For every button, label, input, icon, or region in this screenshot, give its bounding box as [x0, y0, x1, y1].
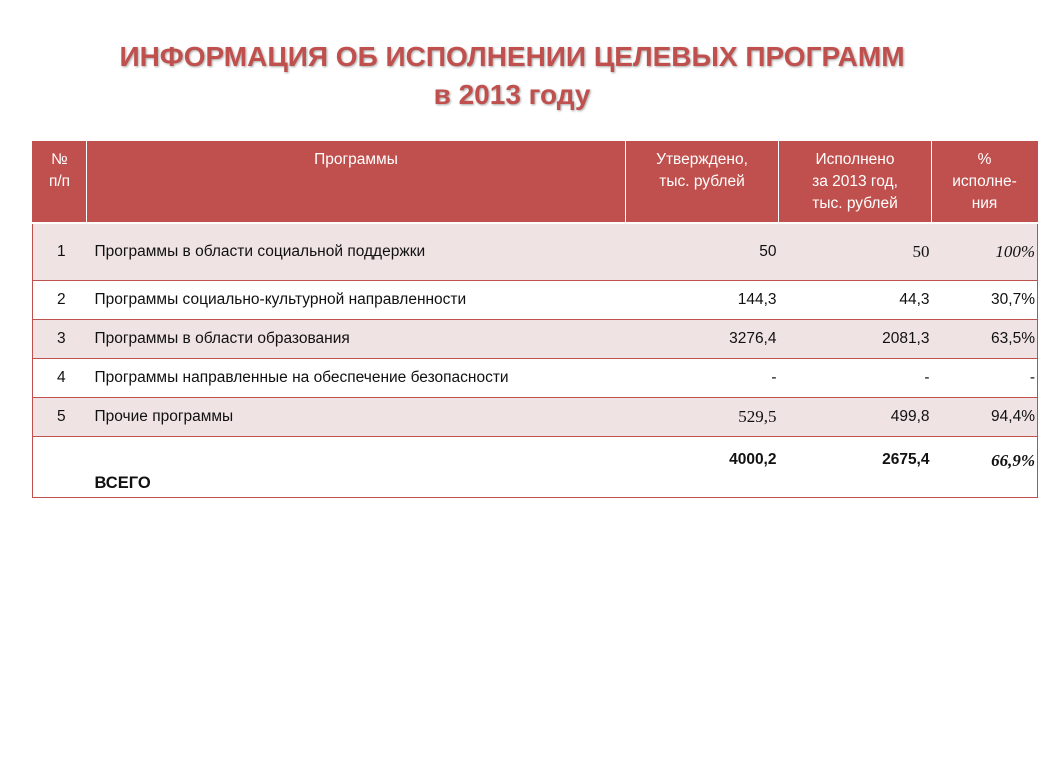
- row-program: Прочие программы: [87, 398, 626, 437]
- row-approved: 3276,4: [626, 320, 779, 359]
- row-executed: 2081,3: [779, 320, 932, 359]
- header-num: № п/п: [33, 141, 87, 223]
- title-line-1: ИНФОРМАЦИЯ ОБ ИСПОЛНЕНИИ ЦЕЛЕВЫХ ПРОГРАММ: [119, 41, 905, 72]
- row-executed: 50: [779, 223, 932, 281]
- header-percent: % исполне- ния: [932, 141, 1038, 223]
- row-program: Программы направленные на обеспечение безопасности: [87, 359, 626, 398]
- row-percent: 63,5%: [932, 320, 1038, 359]
- row-approved: -: [626, 359, 779, 398]
- programs-table: [32, 141, 1038, 498]
- total-approved: 4000,2: [626, 437, 779, 498]
- table-row: [33, 223, 1038, 281]
- total-executed: 2675,4: [779, 437, 932, 498]
- row-program: Программы в области социальной поддержки: [87, 223, 626, 281]
- row-percent: 94,4%: [932, 398, 1038, 437]
- row-num: 3: [33, 320, 87, 359]
- row-percent: 30,7%: [932, 281, 1038, 320]
- header-executed: Исполнено за 2013 год, тыс. рублей: [779, 141, 932, 223]
- row-num: 1: [33, 223, 87, 281]
- row-num: 5: [33, 398, 87, 437]
- total-num-cell: [33, 437, 87, 498]
- row-approved: 144,3: [626, 281, 779, 320]
- table-row: [33, 359, 1038, 398]
- table-header-row: [33, 141, 1038, 223]
- page-title: [0, 38, 1024, 114]
- row-num: 4: [33, 359, 87, 398]
- header-program: Программы: [87, 141, 626, 223]
- total-label: ВСЕГО: [87, 437, 626, 498]
- table-row: [33, 398, 1038, 437]
- row-num: 2: [33, 281, 87, 320]
- row-program: Программы в области образования: [87, 320, 626, 359]
- table-row: [33, 281, 1038, 320]
- row-executed: -: [779, 359, 932, 398]
- row-executed: 499,8: [779, 398, 932, 437]
- total-percent: 66,9%: [932, 437, 1038, 498]
- title-line-2: в 2013 году: [433, 79, 591, 110]
- row-approved: 50: [626, 223, 779, 281]
- table-row: [33, 320, 1038, 359]
- header-approved: Утверждено, тыс. рублей: [626, 141, 779, 223]
- row-percent: -: [932, 359, 1038, 398]
- row-approved: 529,5: [626, 398, 779, 437]
- row-program: Программы социально-культурной направленности: [87, 281, 626, 320]
- row-executed: 44,3: [779, 281, 932, 320]
- row-percent: 100%: [932, 223, 1038, 281]
- table-total-row: [33, 437, 1038, 498]
